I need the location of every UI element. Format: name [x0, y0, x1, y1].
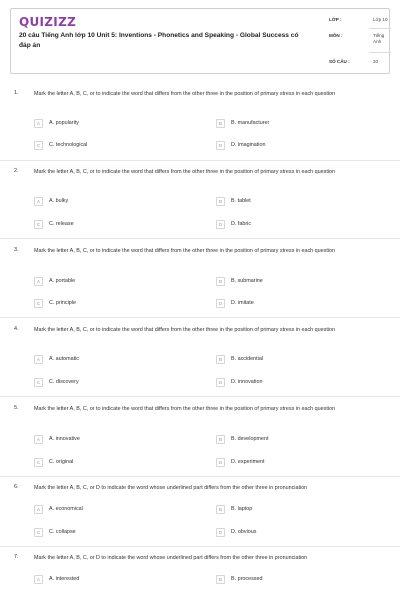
option-a-box[interactable]: A — [34, 505, 43, 514]
option-b-box[interactable]: B — [216, 575, 225, 584]
option-b-text: B. tablet — [231, 198, 251, 204]
option-b-text: B. processed — [231, 576, 263, 582]
option-d-box[interactable]: D — [216, 220, 225, 229]
quizizz-logo: QUIZIZZ — [19, 15, 77, 29]
option-a-text: A. portable — [49, 278, 76, 284]
question-text: Mark the letter A, B, C, or to indicate the word that differs from the other three in the position of primary stress in each question — [34, 169, 336, 175]
question-text: Mark the letter A, B, C, or to indicate the word that differs from the other three in the position of primary stress in each question — [34, 406, 336, 412]
option-d-box[interactable]: D — [216, 141, 225, 150]
meta-divider — [369, 28, 391, 29]
option-d-text: D. fabric — [231, 221, 252, 227]
option-c-box[interactable]: C — [34, 299, 43, 308]
question-divider — [0, 396, 400, 397]
option-a-box[interactable]: A — [34, 355, 43, 364]
option-d-text: D. imagination — [231, 142, 266, 148]
option-a-text: A. economical — [49, 506, 83, 512]
option-a-text: A. bulky — [49, 198, 69, 204]
question-number: 6. — [14, 484, 19, 490]
meta-class-value: Lớp 10 — [373, 17, 388, 22]
option-c-text: C. principle — [49, 300, 76, 306]
option-c-text: C. collapse — [49, 529, 76, 535]
option-a-box[interactable]: A — [34, 435, 43, 444]
option-b-text: B. manufacturer — [231, 120, 270, 126]
option-c-text: C. technological — [49, 142, 88, 148]
option-a-box[interactable]: A — [34, 277, 43, 286]
option-c-text: C. original — [49, 459, 74, 465]
option-c-text: C. release — [49, 221, 74, 227]
meta-subject-label: MÔN : — [329, 33, 343, 38]
meta-class-label: LỚP : — [329, 17, 342, 22]
option-c-box[interactable]: C — [34, 220, 43, 229]
option-c-box[interactable]: C — [34, 378, 43, 387]
option-d-box[interactable]: D — [216, 378, 225, 387]
option-b-text: B. submarine — [231, 278, 263, 284]
option-a-box[interactable]: A — [34, 119, 43, 128]
option-b-box[interactable]: B — [216, 197, 225, 206]
question-text: Mark the letter A, B, C, or D to indicate the word whose underlined part differs from the other three in pronunciation — [34, 555, 308, 561]
question-text: Mark the letter A, B, C, or to indicate the word that differs from the other three in the position of primary stress in each question — [34, 248, 336, 254]
option-d-text: D. innovation — [231, 379, 263, 385]
option-b-box[interactable]: B — [216, 435, 225, 444]
question-divider — [0, 317, 400, 318]
worksheet-header — [10, 8, 390, 74]
option-c-text: C. discovery — [49, 379, 79, 385]
option-b-box[interactable]: B — [216, 277, 225, 286]
option-b-text: B. accidential — [231, 356, 264, 362]
option-d-text: D. obvious — [231, 529, 257, 535]
question-divider — [0, 160, 400, 161]
meta-count-label: SỐ CÂU : — [329, 59, 350, 64]
option-d-box[interactable]: D — [216, 528, 225, 537]
option-d-box[interactable]: D — [216, 458, 225, 467]
option-a-box[interactable]: A — [34, 197, 43, 206]
option-b-box[interactable]: B — [216, 119, 225, 128]
option-d-text: D. experiment — [231, 459, 265, 465]
option-a-text: A. innovative — [49, 436, 80, 442]
question-text: Mark the letter A, B, C, or to indicate the word that differs from the other three in the position of primary stress in each question — [34, 91, 336, 97]
question-number: 4. — [14, 326, 19, 332]
question-divider — [0, 546, 400, 547]
meta-subject-value: Tiếng Anh — [373, 33, 385, 44]
option-d-text: D. imitate — [231, 300, 254, 306]
option-b-text: B. development — [231, 436, 269, 442]
worksheet-meta — [329, 9, 391, 75]
option-b-box[interactable]: B — [216, 505, 225, 514]
meta-divider — [369, 52, 391, 53]
option-a-box[interactable]: A — [34, 575, 43, 584]
question-number: 5. — [14, 405, 19, 411]
question-number: 3. — [14, 247, 19, 253]
option-b-box[interactable]: B — [216, 355, 225, 364]
page-title: 20 câu Tiếng Anh lớp 10 Unit 5: Inventions - Phonetics and Speaking - Global Success có đáp án — [19, 32, 299, 49]
question-number: 1. — [14, 90, 19, 96]
option-d-box[interactable]: D — [216, 299, 225, 308]
option-a-text: A. interested — [49, 576, 80, 582]
question-number: 7. — [14, 554, 19, 560]
option-a-text: A. automatic — [49, 356, 79, 362]
question-divider — [0, 476, 400, 477]
question-number: 2. — [14, 168, 19, 174]
option-c-box[interactable]: C — [34, 458, 43, 467]
question-text: Mark the letter A, B, C, or to indicate the word that differs from the other three in the position of primary stress in each question — [34, 327, 336, 333]
option-b-text: B. laptop — [231, 506, 253, 512]
option-a-text: A. popularity — [49, 120, 79, 126]
question-text: Mark the letter A, B, C, or D to indicate the word whose underlined part differs from the other three in pronunciation — [34, 485, 308, 491]
meta-count-value: 20 — [373, 59, 379, 64]
option-c-box[interactable]: C — [34, 141, 43, 150]
option-c-box[interactable]: C — [34, 528, 43, 537]
question-divider — [0, 238, 400, 239]
